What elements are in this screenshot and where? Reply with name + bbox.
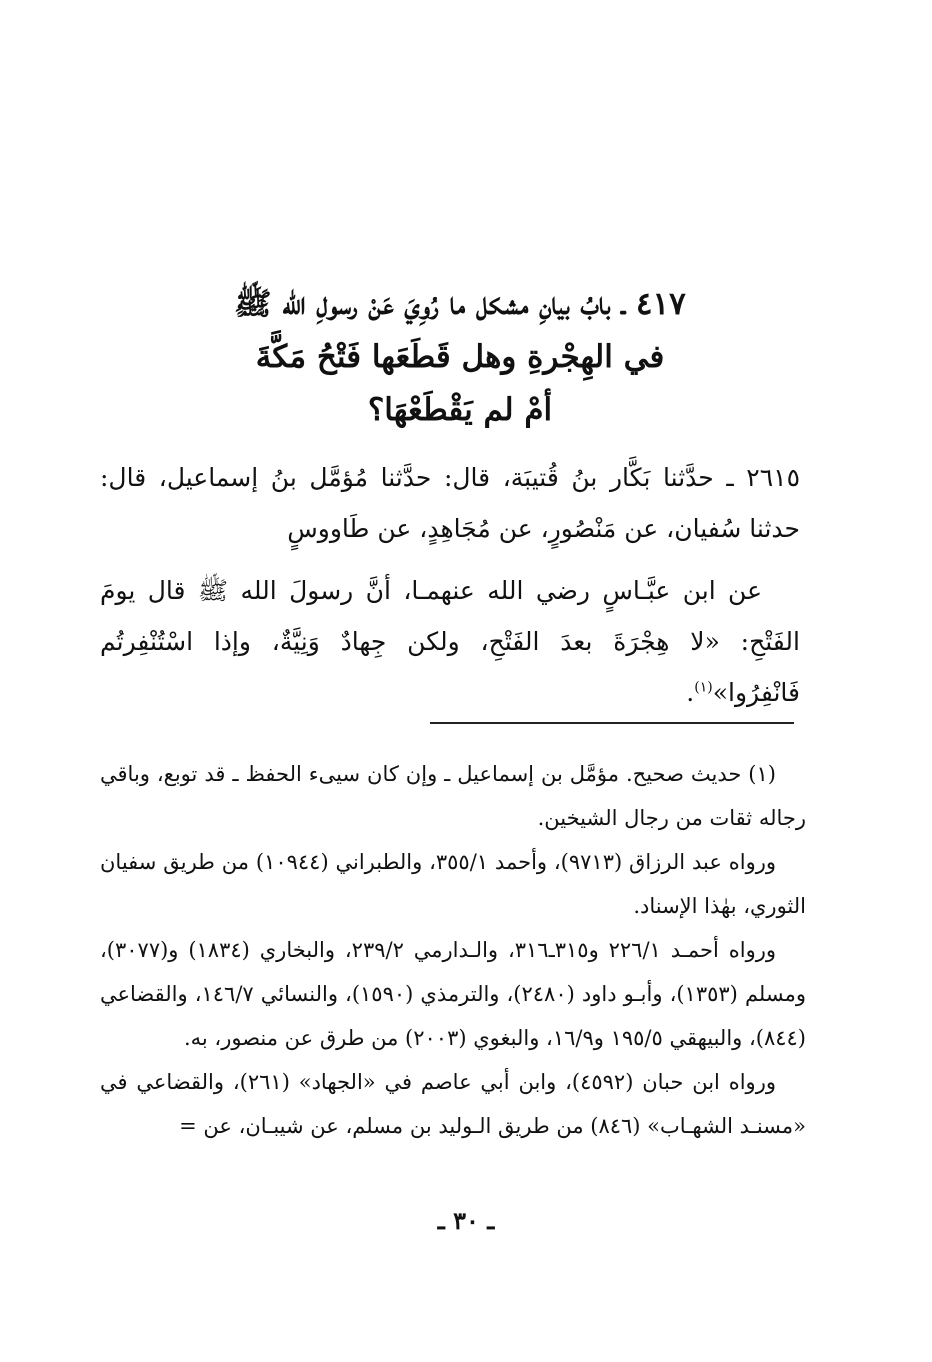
footnote-paragraph: ورواه أحمـد ٢٢٦/١ و٣١٥ـ٣١٦، والـدارمي ٢٣٩/٢، والبخاري (١٨٣٤) و(٣٠٧٧)، ومسلم (١٣٥٣)، وأبـو داود (٢٤٨٠)، والترمذي (١٥٩٠)، والنسائي ١٤٦/٧، والقضاعي (٨٤٤)، والبيهقي ١٩٥/٥ و١٦/٩، والبغوي (٢٠٠٣) من طرق عن منصور، به. <box>100 938 806 1050</box>
footnote-paragraph: ورواه ابن حبان (٤٥٩٢)، وابن أبي عاصم في «الجهاد» (٢٦١)، والقضاعي في «مسنـد الشهـاب» (٨٤٦) من طريق الـوليد بن مسلم، عن شيبـان، عن = <box>100 1070 806 1138</box>
page-number: ـ ٣٠ ـ <box>437 1206 495 1235</box>
hadith-end-mark: . <box>686 678 695 707</box>
hadith-matn-text: عن ابن عبَّـاسٍ رضي الله عنهمـا، أنَّ رسولَ الله ﷺ قال يومَ الفَتْحِ: «لا هِجْرَةَ بعدَ الفَتْحِ، ولكن جِهادٌ وَنِيَّةٌ، وإذا اسْتُنْفِرتُم فَانْفِرُوا» <box>100 576 800 707</box>
footnote-paragraph: ورواه عبد الرزاق (٩٧١٣)، وأحمد ٣٥٥/١، والطبراني (١٠٩٤٤) من طريق سفيان الثوري، بهٰذا الإسناد. <box>100 850 806 918</box>
chapter-heading-line-3: أمْ لم يَقْطَعْهَا؟ <box>367 392 553 428</box>
chapter-heading-line-1: ٤١٧ ـ بابُ بيانِ مشكل ما رُوِيَ عَنْ رسولِ الله ﷺ <box>234 286 686 322</box>
footnote-paragraph: (١) حديث صحيح. مؤمَّل بن إسماعيل ـ وإن كان سيىء الحفظ ـ قد توبع، وباقي رجاله ثقات من رجال الشيخين. <box>100 762 806 830</box>
chapter-heading <box>110 278 810 437</box>
chapter-heading-line-2: في الهِجْرةِ وهل قَطَعَها فَتْحُ مَكَّةَ <box>255 339 665 375</box>
hadith-matn <box>100 565 800 718</box>
footnote-reference: (١) <box>694 679 713 696</box>
footnote-divider <box>430 722 794 724</box>
hadith-isnad: ٢٦١٥ ـ حدَّثنا بَكَّار بنُ قُتيبَة، قال: حدَّثنا مُؤمَّل بنُ إسماعيل، قال: حدثنا سُفيان، عن مَنْصُورٍ، عن مُجَاهِدٍ، عن طَاووسٍ <box>100 463 800 543</box>
footnotes <box>100 752 806 1148</box>
